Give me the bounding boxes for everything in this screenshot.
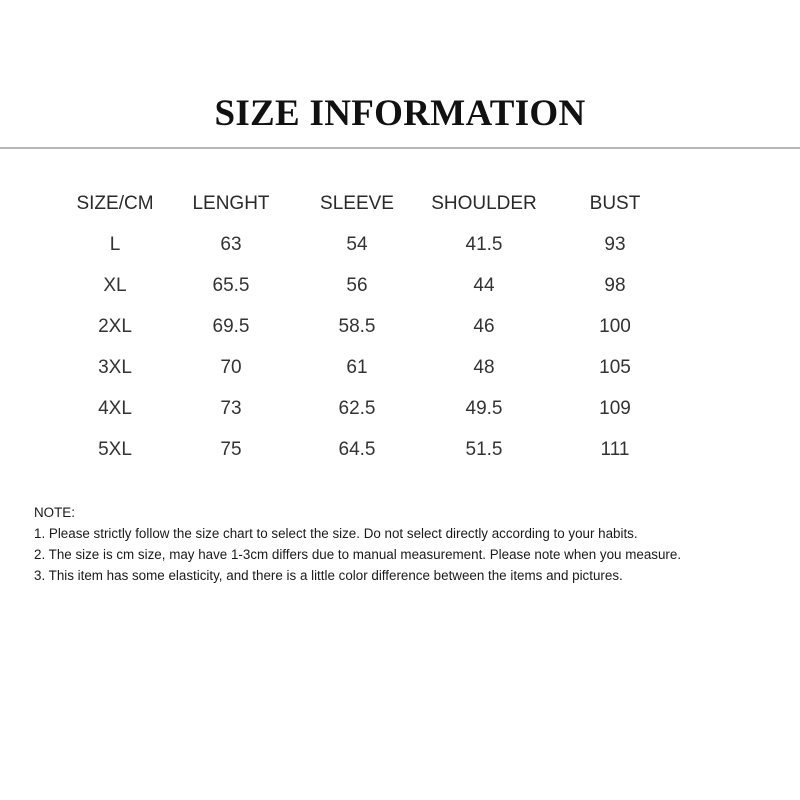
shoulder-cell: 51.5	[465, 439, 503, 460]
size-cell: 4XL	[98, 398, 132, 419]
header-shoulder: SHOULDER	[431, 193, 537, 214]
table-row	[40, 347, 700, 388]
header-size: SIZE/CM	[76, 193, 154, 214]
length-cell: 63	[220, 234, 242, 255]
header-length: LENGHT	[192, 193, 270, 214]
note-item: 2. The size is cm size, may have 1-3cm differs due to manual measurement. Please note when you measure.	[34, 547, 682, 562]
table-row	[40, 429, 700, 470]
page-title: SIZE INFORMATION	[214, 93, 586, 134]
shoulder-cell: 44	[473, 275, 495, 296]
sleeve-cell: 54	[346, 234, 368, 255]
bust-cell: 98	[604, 275, 626, 296]
header-sleeve: SLEEVE	[320, 193, 394, 214]
bust-cell: 109	[599, 398, 631, 419]
sleeve-cell: 56	[346, 275, 368, 296]
shoulder-cell: 49.5	[465, 398, 503, 419]
table-row	[40, 388, 700, 429]
length-cell: 75	[220, 439, 242, 460]
notes-section	[34, 502, 784, 586]
sleeve-cell: 58.5	[338, 316, 376, 337]
table-header-row	[40, 183, 700, 224]
sleeve-cell: 64.5	[338, 439, 376, 460]
size-cell: 5XL	[98, 439, 132, 460]
bust-cell: 105	[599, 357, 631, 378]
table-row	[40, 265, 700, 306]
title-divider	[0, 147, 800, 149]
bust-cell: 111	[600, 439, 630, 460]
table-row	[40, 224, 700, 265]
notes-heading: NOTE:	[34, 505, 75, 520]
size-cell: 2XL	[98, 316, 132, 337]
note-item: 3. This item has some elasticity, and there is a little color difference between the items and pictures.	[34, 568, 623, 583]
header-bust: BUST	[589, 193, 641, 214]
size-cell: XL	[103, 275, 127, 296]
note-item: 1. Please strictly follow the size chart to select the size. Do not select directly according to your habits.	[34, 526, 638, 541]
size-cell: L	[109, 234, 121, 255]
bust-cell: 93	[604, 234, 626, 255]
length-cell: 73	[220, 398, 242, 419]
bust-cell: 100	[599, 316, 631, 337]
size-cell: 3XL	[98, 357, 132, 378]
shoulder-cell: 46	[473, 316, 495, 337]
length-cell: 69.5	[212, 316, 250, 337]
size-table	[40, 183, 700, 470]
sleeve-cell: 61	[346, 357, 368, 378]
length-cell: 70	[220, 357, 242, 378]
sleeve-cell: 62.5	[338, 398, 376, 419]
shoulder-cell: 41.5	[465, 234, 503, 255]
table-row	[40, 306, 700, 347]
shoulder-cell: 48	[473, 357, 495, 378]
length-cell: 65.5	[212, 275, 250, 296]
